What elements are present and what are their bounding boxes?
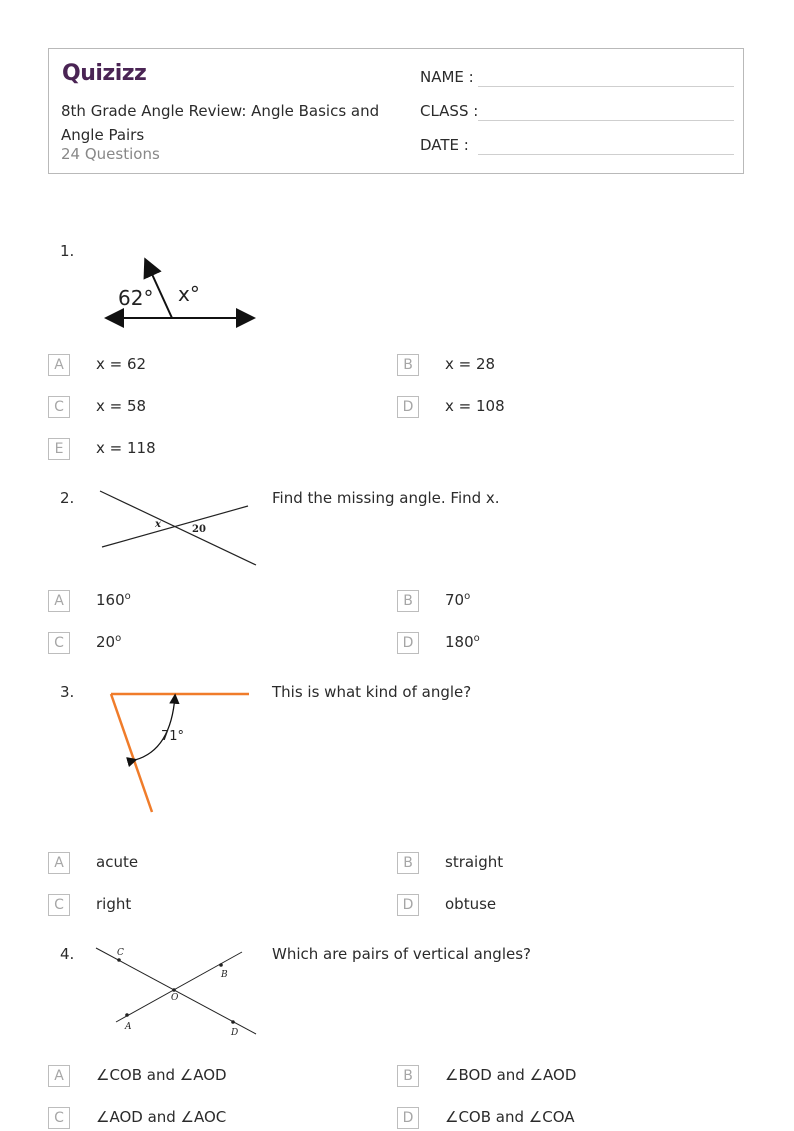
option-letter: D — [397, 632, 419, 654]
option-letter: B — [397, 852, 419, 874]
option-text: ∠COB and ∠COA — [445, 1108, 575, 1126]
figure-label: 20 — [192, 524, 206, 535]
question-number: 2. — [60, 489, 75, 507]
intersecting-lines-figure — [100, 488, 258, 568]
option-letter: C — [48, 894, 70, 916]
date-field[interactable] — [420, 136, 734, 160]
worksheet-header — [48, 48, 744, 174]
option-value: 180 — [445, 633, 474, 651]
option-letter: E — [48, 438, 70, 460]
option-text — [96, 633, 121, 651]
option-text: x = 28 — [445, 355, 496, 373]
vertical-angles-figure — [96, 944, 258, 1039]
figure-label: A — [125, 1022, 132, 1032]
figure-label: D — [231, 1028, 239, 1038]
name-label: NAME : — [420, 68, 474, 86]
option-text: x = 62 — [96, 355, 147, 373]
figure-label: C — [117, 948, 124, 958]
degree-mark: o — [115, 633, 122, 644]
question-text: Which are pairs of vertical angles? — [272, 945, 531, 963]
class-field[interactable] — [420, 102, 734, 126]
option-value: 160 — [96, 591, 125, 609]
name-line[interactable] — [478, 86, 734, 87]
option-letter: C — [48, 632, 70, 654]
option-text — [445, 633, 480, 651]
option-letter: A — [48, 590, 70, 612]
option-letter: A — [48, 1065, 70, 1087]
option-letter: A — [48, 852, 70, 874]
question-text: Find the missing angle. Find x. — [272, 489, 500, 507]
angle-figure — [100, 255, 260, 330]
option-letter: D — [397, 1107, 419, 1129]
class-line[interactable] — [478, 120, 734, 121]
question-count: 24 Questions — [61, 145, 160, 163]
option-text: ∠COB and ∠AOD — [96, 1066, 227, 1084]
option-text: ∠AOD and ∠AOC — [96, 1108, 227, 1126]
class-label: CLASS : — [420, 102, 479, 120]
question-number: 1. — [60, 242, 75, 260]
option-text: right — [96, 895, 132, 913]
option-value: 20 — [96, 633, 116, 651]
figure-label: O — [171, 993, 179, 1003]
option-text: obtuse — [445, 895, 497, 913]
figure-label: 71° — [161, 729, 185, 744]
option-letter: B — [397, 1065, 419, 1087]
option-text: ∠BOD and ∠AOD — [445, 1066, 577, 1084]
name-field[interactable] — [420, 68, 734, 92]
figure-label: x° — [178, 282, 200, 306]
date-label: DATE : — [420, 136, 469, 154]
option-text — [445, 591, 470, 609]
orange-angle-figure — [105, 688, 255, 818]
worksheet-title: 8th Grade Angle Review: Angle Basics and Angle Pairs — [61, 102, 380, 144]
option-letter: A — [48, 354, 70, 376]
question-number: 3. — [60, 683, 75, 701]
option-text: x = 58 — [96, 397, 147, 415]
degree-mark: o — [473, 633, 480, 644]
degree-mark: o — [464, 591, 471, 602]
option-letter: C — [48, 396, 70, 418]
option-letter: B — [397, 590, 419, 612]
option-letter: C — [48, 1107, 70, 1129]
option-text: x = 108 — [445, 397, 505, 415]
figure-label: B — [221, 970, 228, 980]
option-text: x = 118 — [96, 439, 156, 457]
question-text: This is what kind of angle? — [272, 683, 472, 701]
option-letter: D — [397, 894, 419, 916]
option-text: straight — [445, 853, 504, 871]
option-letter: B — [397, 354, 419, 376]
question-number: 4. — [60, 945, 75, 963]
figure-label: 62° — [118, 286, 154, 310]
degree-mark: o — [124, 591, 131, 602]
option-letter: D — [397, 396, 419, 418]
quizizz-logo — [62, 59, 162, 87]
option-text — [96, 591, 131, 609]
option-text: acute — [96, 853, 139, 871]
option-value: 70 — [445, 591, 465, 609]
figure-label: x — [155, 519, 161, 530]
svg-text:Quizizz: Quizizz — [62, 61, 147, 86]
date-line[interactable] — [478, 154, 734, 155]
